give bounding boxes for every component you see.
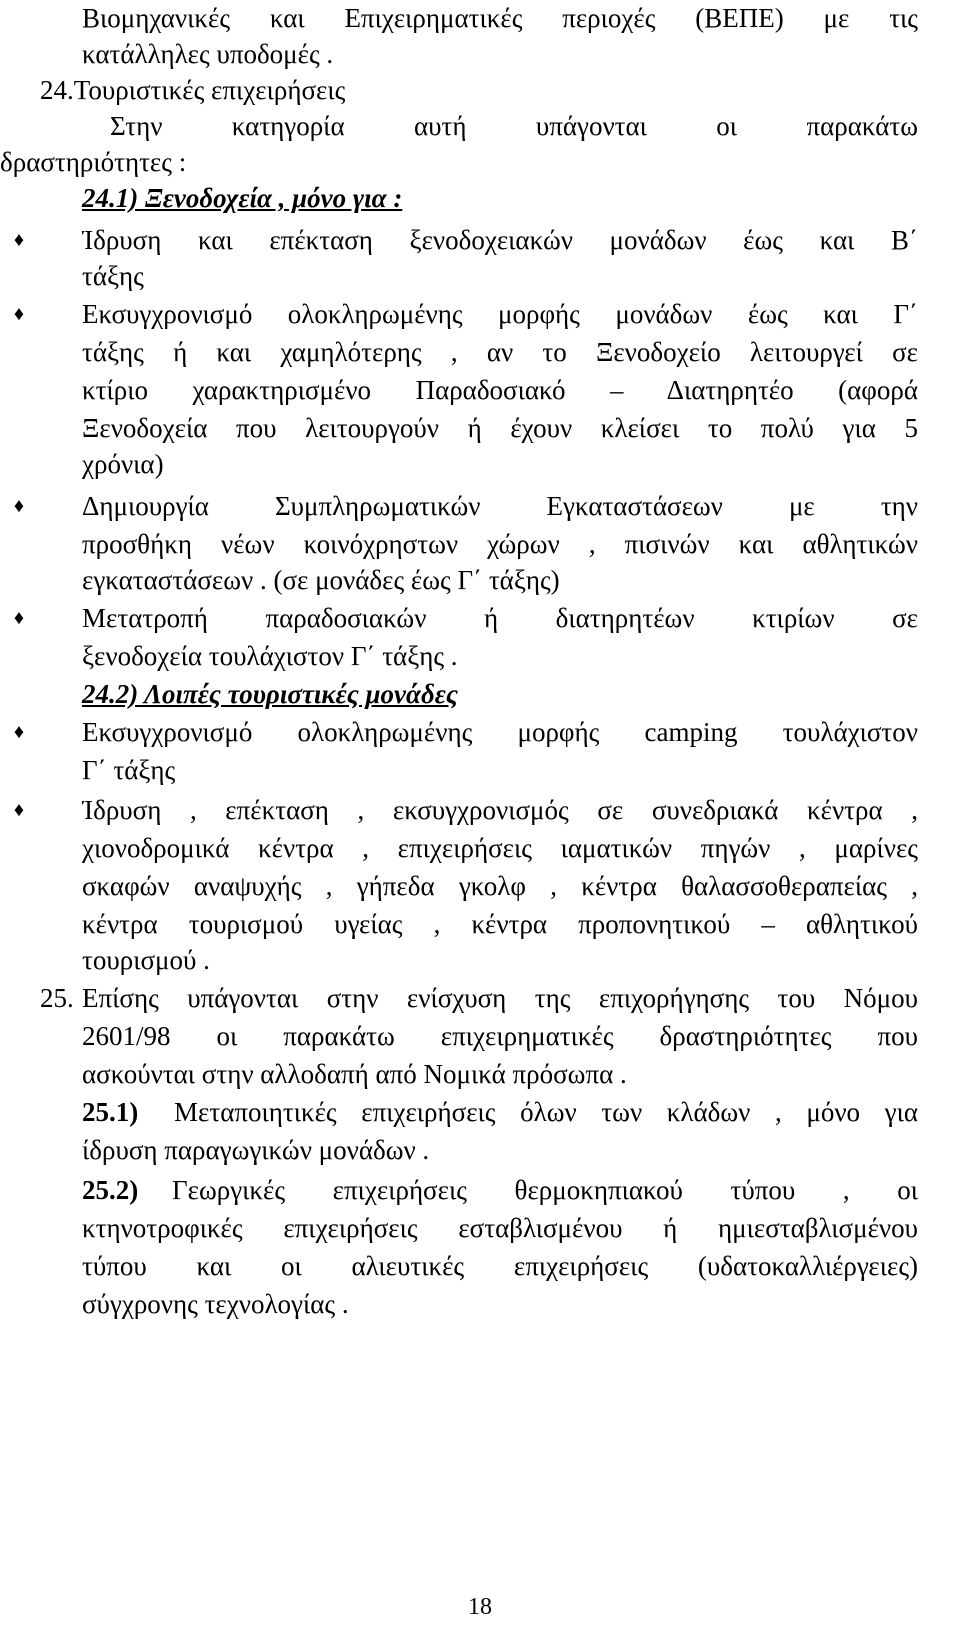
bullet-text: Ίδρυση και επέκταση ξενοδοχειακών μονάδων έως και Β΄ [82, 225, 918, 255]
bullet-text: Μετατροπή παραδοσιακών ή διατηρητέων κτιρίων σε [82, 603, 918, 633]
bullet-text: Εκσυγχρονισμό ολοκληρωμένης μορφής μονάδων έως και Γ΄ [82, 299, 918, 329]
intro-line: κατάλληλες υποδομές . [82, 39, 334, 69]
diamond-bullet-icon: ♦ [13, 721, 25, 743]
diamond-bullet-icon: ♦ [13, 799, 25, 821]
bullet-text: κέντρα τουρισμού υγείας , κέντρα προπονητικού – αθλητικού [82, 909, 918, 939]
section-24-intro: Στην κατηγορία αυτή υπάγονται οι παρακάτω [110, 111, 918, 141]
section-25-text: Επίσης υπάγονται στην ενίσχυση της επιχορήγησης του Νόμου [82, 983, 918, 1013]
bullet-text: Εκσυγχρονισμό ολοκληρωμένης μορφής camping τουλάχιστον [82, 717, 918, 747]
section-25-2-text: σύγχρονης τεχνολογίας . [82, 1289, 349, 1319]
bullet-text: σκαφών αναψυχής , γήπεδα γκολφ , κέντρα θαλασσοθεραπείας , [82, 871, 918, 901]
section-25-2-text: τύπου και οι αλιευτικές επιχειρήσεις (υδατοκαλλιέργειες) [82, 1251, 918, 1281]
bullet-text: τάξης [82, 261, 144, 291]
diamond-bullet-icon: ♦ [13, 303, 25, 325]
section-24-2-heading: 24.2) Λοιπές τουριστικές μονάδες [82, 679, 458, 709]
diamond-bullet-icon: ♦ [13, 607, 25, 629]
bullet-text: τουρισμού . [82, 945, 210, 975]
intro-line: Βιομηχανικές και Επιχειρηματικές περιοχές (ΒΕΠΕ) με τις [82, 3, 918, 33]
page-number: 18 [468, 1594, 492, 1620]
section-24-heading: 24.Τουριστικές επιχειρήσεις [40, 75, 346, 105]
bullet-text: Ίδρυση , επέκταση , εκσυγχρονισμός σε συνεδριακά κέντρα , [82, 795, 918, 825]
diamond-bullet-icon: ♦ [13, 229, 25, 251]
section-25-2-label: 25.2) [82, 1175, 139, 1205]
section-25-1-label: 25.1) [82, 1097, 139, 1127]
bullet-text: χρόνια) [82, 449, 164, 479]
section-25-1-text: ίδρυση παραγωγικών μονάδων . [82, 1135, 430, 1165]
bullet-text: τάξης ή και χαμηλότερης , αν το Ξενοδοχείο λειτουργεί σε [82, 337, 918, 367]
section-24-intro: δραστηριότητες : [0, 147, 187, 177]
bullet-text: προσθήκη νέων κοινόχρηστων χώρων , πισινών και αθλητικών [82, 529, 918, 559]
section-24-1-heading: 24.1) Ξενοδοχεία , μόνο για : [82, 183, 403, 213]
section-25-2-text: κτηνοτροφικές επιχειρήσεις εσταβλισμένου ή ημιεσταβλισμένου [82, 1213, 918, 1243]
section-25-text: 2601/98 οι παρακάτω επιχειρηματικές δραστηριότητες που [82, 1021, 918, 1051]
section-25-number: 25. [40, 983, 74, 1013]
bullet-text: χιονοδρομικά κέντρα , επιχειρήσεις ιαματικών πηγών , μαρίνες [82, 833, 918, 863]
section-25-2-text: Γεωργικές επιχειρήσεις θερμοκηπιακού τύπου , οι [172, 1175, 918, 1205]
bullet-text: κτίριο χαρακτηρισμένο Παραδοσιακό – Διατηρητέο (αφορά [82, 375, 918, 405]
bullet-text: εγκαταστάσεων . (σε μονάδες έως Γ΄ τάξης) [82, 565, 560, 595]
bullet-text: Ξενοδοχεία που λειτουργούν ή έχουν κλείσει το πολύ για 5 [82, 413, 918, 443]
section-25-1-text: Μεταποιητικές επιχειρήσεις όλων των κλάδων , μόνο για [174, 1097, 918, 1127]
bullet-text: Δημιουργία Συμπληρωματικών Εγκαταστάσεων με την [82, 491, 918, 521]
diamond-bullet-icon: ♦ [13, 495, 25, 517]
bullet-text: ξενοδοχεία τουλάχιστον Γ΄ τάξης . [82, 641, 458, 671]
section-25-text: ασκούνται στην αλλοδαπή από Νομικά πρόσωπα . [82, 1059, 627, 1089]
bullet-text: Γ΄ τάξης [82, 755, 176, 785]
